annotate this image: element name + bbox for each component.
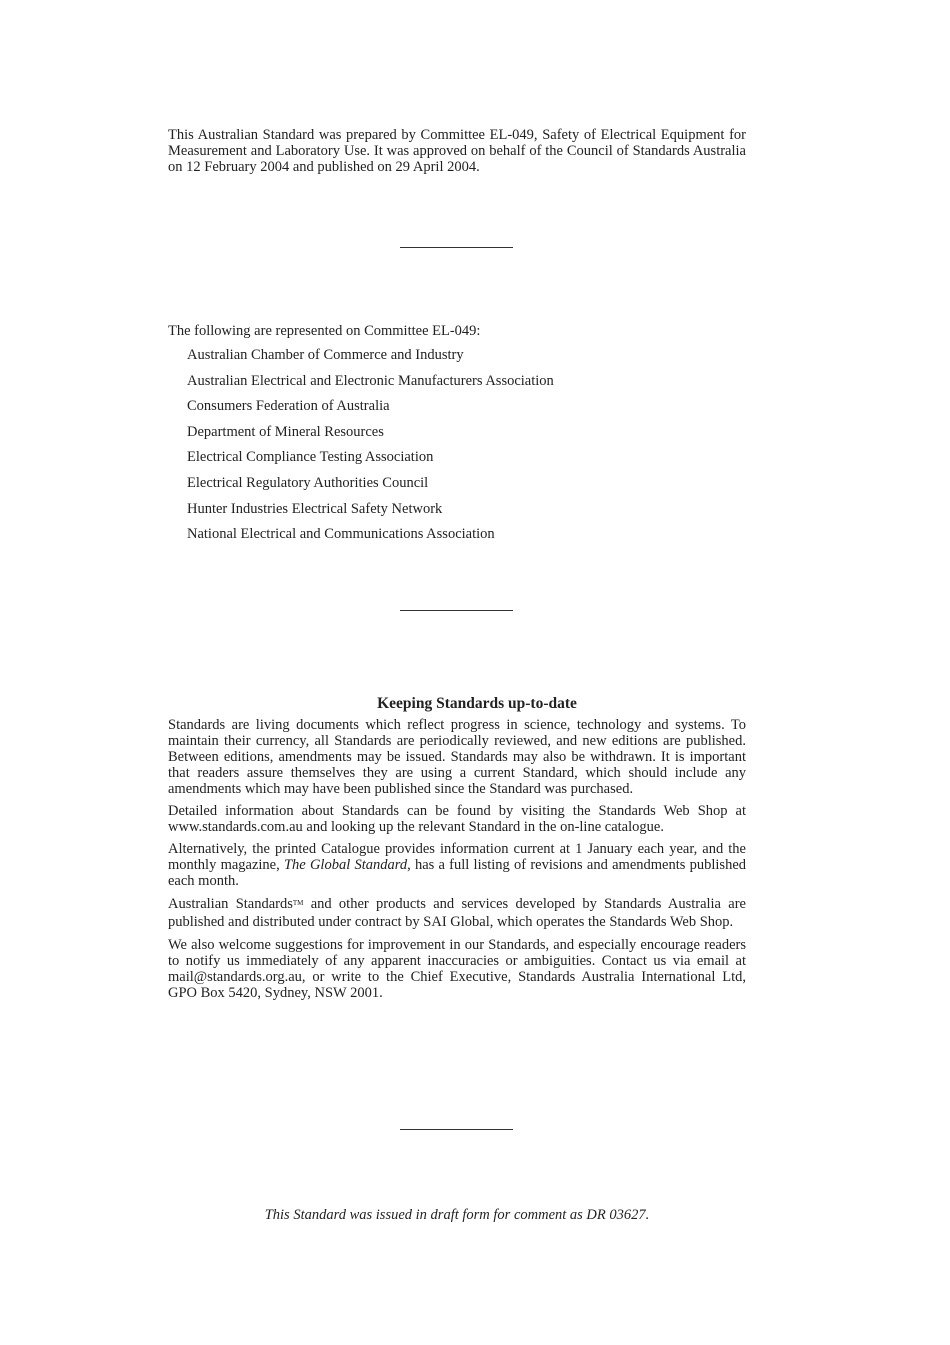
paragraph-distribution-text-end: and other products and services developed by Standards Australia are published and distributed under contract by SAI Global, which operates the Standards Web Shop.: [168, 896, 746, 930]
committee-member: National Electrical and Communications Association: [187, 526, 495, 543]
paragraph-feedback: We also welcome suggestions for improvement in our Standards, and especially encourage readers to notify us immediately of any apparent inaccuracies or ambiguities. Contact us via email at mail@standards.org.au, or write to the Chief Executive, Standards Australia International Ltd, GPO Box 5420, Sydney, NSW 2001.: [168, 937, 746, 1001]
committee-member: Australian Chamber of Commerce and Industry: [187, 347, 464, 363]
draft-note: This Standard was issued in draft form for comment as DR 03627.: [264, 1207, 650, 1223]
approval-statement: This Australian Standard was prepared by Committee EL-049, Safety of Electrical Equipment for Measurement and Laboratory Use. It was approved on behalf of the Council of Standards Australia on 12 February 2004 and published on 29 April 2004.: [168, 127, 746, 175]
divider-rule: [400, 1129, 513, 1130]
paragraph-catalogue: [168, 841, 746, 889]
committee-member-list: [187, 347, 554, 552]
divider-rule: [400, 610, 513, 611]
paragraph-distribution-text: Australian Standards: [168, 896, 293, 912]
section-title: Keeping Standards up-to-date: [377, 695, 577, 712]
magazine-title: The Global Standard: [283, 857, 408, 873]
committee-member: Electrical Regulatory Authorities Council: [187, 474, 429, 491]
committee-member: Electrical Compliance Testing Association: [187, 449, 434, 466]
paragraph-catalogue-text: Alternatively, the printed Catalogue provides information current at 1 January each year, and the monthly magazine,: [168, 841, 746, 873]
paragraph-living-documents: Standards are living documents which reflect progress in science, technology and systems. To maintain their currency, all Standards are periodically reviewed, and new editions are published. Between editions, amendments may be issued. Standards may also be withdrawn. It is important that readers assure themselves they are using a current Standard, which should include any amendments which may have been published since the Standard was purchased.: [168, 717, 746, 797]
committee-member: Hunter Industries Electrical Safety Network: [187, 500, 443, 517]
divider-rule: [400, 247, 513, 248]
committee-member: Department of Mineral Resources: [187, 423, 384, 440]
paragraph-distribution: [168, 895, 746, 931]
paragraph-catalogue-text-end: , has a full listing of revisions and amendments published each month.: [168, 857, 747, 889]
committee-heading: The following are represented on Committee EL-049:: [168, 323, 481, 339]
committee-member: Australian Electrical and Electronic Manufacturers Association: [187, 372, 554, 389]
paragraph-web-shop: Detailed information about Standards can be found by visiting the Standards Web Shop at www.standards.com.au and looking up the relevant Standard in the on-line catalogue.: [168, 803, 746, 835]
uptodate-section: [168, 717, 746, 1007]
committee-member: Consumers Federation of Australia: [187, 398, 390, 415]
trademark-mark: TM: [292, 899, 304, 907]
